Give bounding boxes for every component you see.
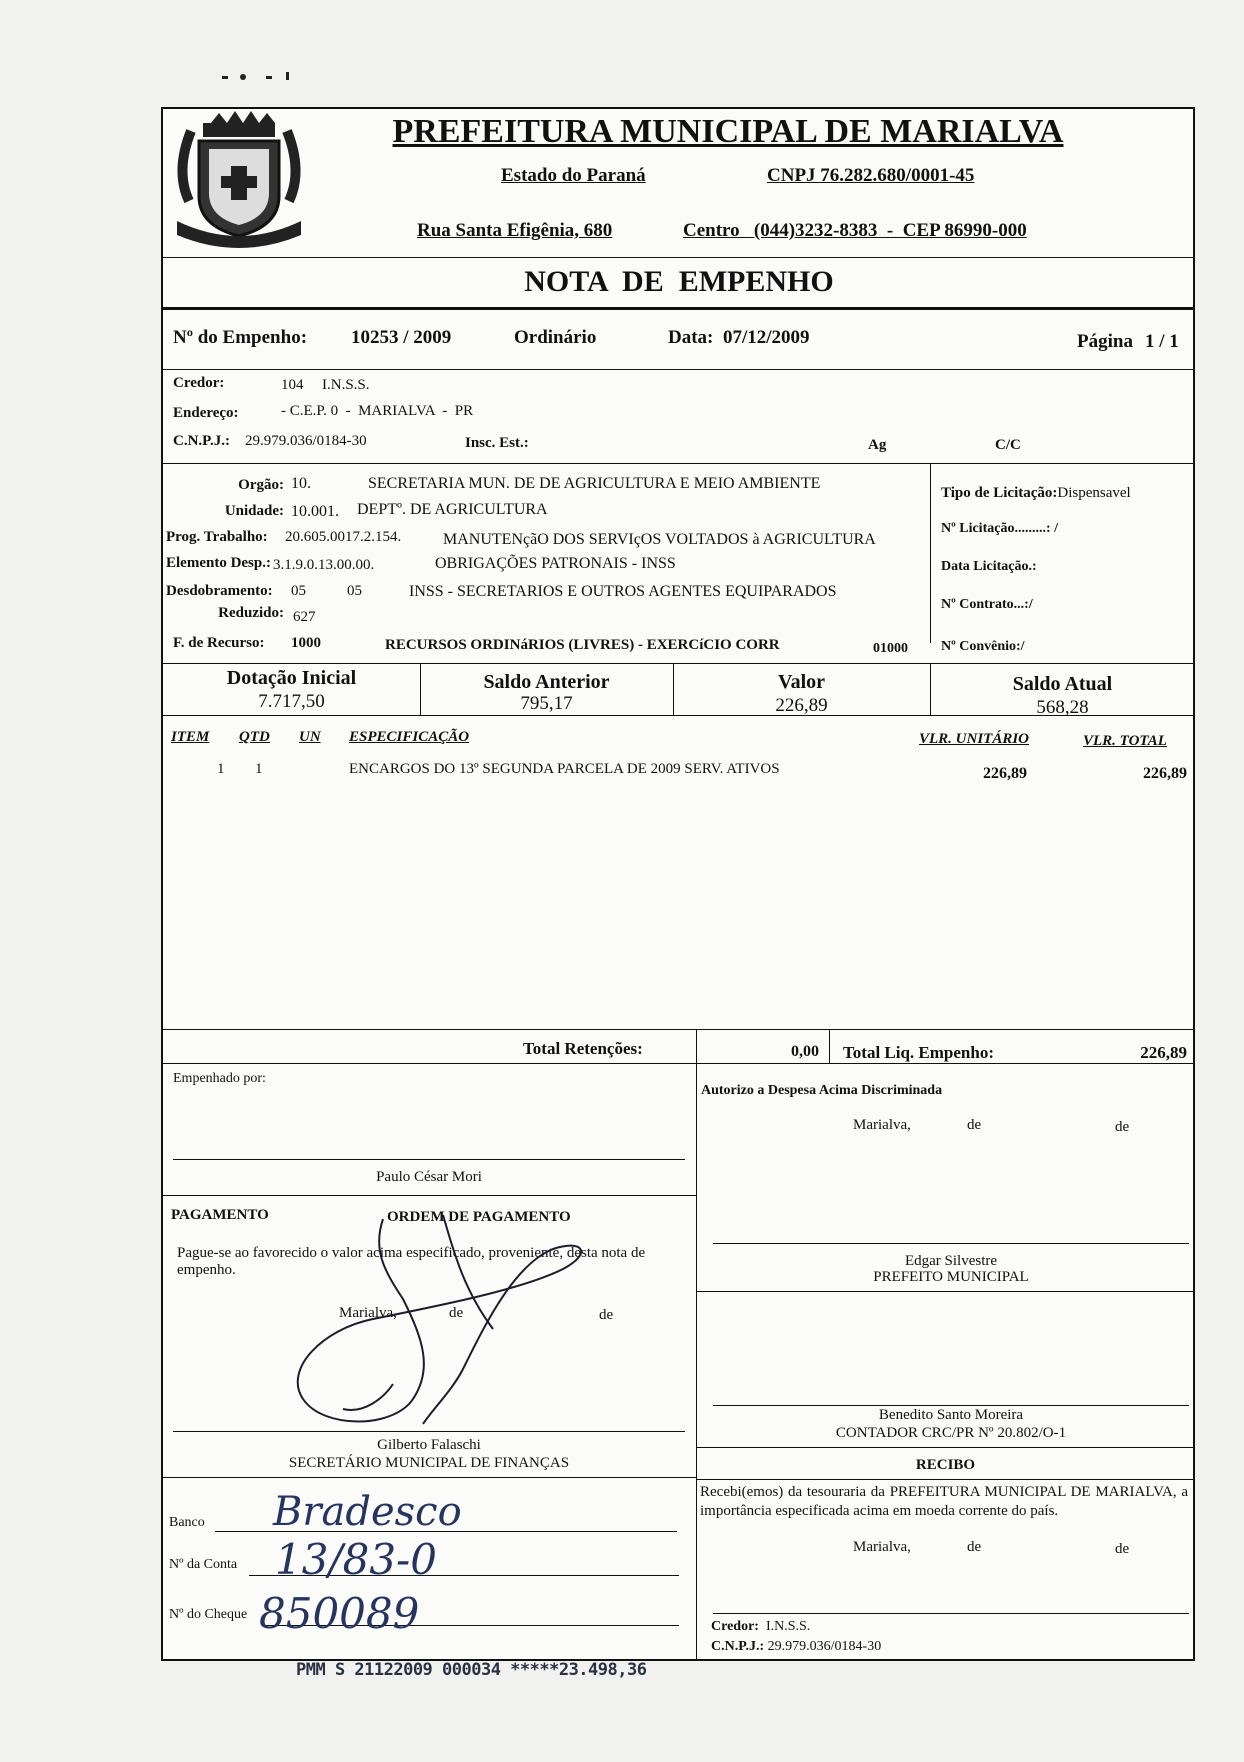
saldo-anterior-label: Saldo Anterior xyxy=(483,671,610,693)
orgao-code: 10. xyxy=(291,475,311,492)
pagamento-text: Pague-se ao favorecido o valor acima especificado, proveniente, desta nota de empenho. xyxy=(177,1245,646,1278)
cnpj-value: 29.979.036/0184-30 xyxy=(245,433,367,449)
unidade-label: Unidade: xyxy=(224,503,284,519)
desdobramento-label: Desdobramento: xyxy=(166,583,273,599)
pagamento-role: SECRETÁRIO MUNICIPAL DE FINANÇAS xyxy=(288,1455,570,1471)
coat-of-arms-icon xyxy=(169,111,309,253)
recibo-credor xyxy=(711,1619,810,1635)
dotacao-label: Dotação Inicial xyxy=(226,667,357,689)
recibo-title: RECIBO xyxy=(915,1457,976,1473)
recibo-cnpj xyxy=(711,1639,881,1655)
insc-est-label: Insc. Est.: xyxy=(465,435,529,451)
item-qtd: 1 xyxy=(255,761,263,777)
ag-label: Ag xyxy=(868,437,887,453)
valor-label: Valor xyxy=(777,671,826,693)
liq-label: Total Liq. Empenho: xyxy=(843,1043,994,1062)
banco-label: Banco xyxy=(169,1515,205,1530)
address-value: - C.E.P. 0 - MARIALVA - PR xyxy=(281,403,474,419)
item-unit-value: 226,89 xyxy=(983,765,1027,782)
pagamento-name: Gilberto Falaschi xyxy=(377,1437,481,1453)
pagamento-de-2: de xyxy=(599,1307,614,1323)
elemento-label: Elemento Desp.: xyxy=(166,555,271,571)
cheque-label: Nº do Cheque xyxy=(169,1607,248,1622)
retencoes-value: 0,00 xyxy=(791,1043,819,1060)
recurso-code: 1000 xyxy=(291,635,321,651)
autorizo-name: Edgar Silvestre xyxy=(904,1253,998,1269)
autorizo-city: Marialva, xyxy=(853,1117,911,1133)
autorizo-de-1: de xyxy=(967,1117,982,1133)
empenho-date: 07/12/2009 xyxy=(723,327,810,348)
header-district-phone-cep: Centro (044)3232-8383 - CEP 86990-000 xyxy=(683,220,1027,241)
recurso-suffix: 01000 xyxy=(873,641,908,656)
valor-value: 226,89 xyxy=(775,695,828,716)
retencoes-label: Total Retenções: xyxy=(523,1039,643,1058)
empenho-date-label: Data: xyxy=(668,327,714,348)
recibo-city: Marialva, xyxy=(853,1539,911,1555)
recibo-cnpj-label: C.N.P.J.: xyxy=(711,1639,765,1654)
recibo-cnpj-value: 29.979.036/0184-30 xyxy=(767,1639,882,1654)
orgao-desc: SECRETARIA MUN. DE DE AGRICULTURA E MEIO AMBIENTE xyxy=(368,475,821,492)
page-label: Página xyxy=(1077,331,1133,352)
elemento-code: 3.1.9.0.13.00.00. xyxy=(273,557,375,573)
recibo-credor-value: I.N.S.S. xyxy=(765,1619,811,1634)
col-header-item: ITEM xyxy=(171,729,210,745)
credor-label: Credor: xyxy=(173,375,225,391)
item-number: 1 xyxy=(217,761,225,777)
conta-handwritten: 13/83-0 xyxy=(275,1535,437,1584)
unidade-code: 10.001. xyxy=(291,503,339,520)
licitacao-tipo-label: Tipo de Licitação: xyxy=(941,485,1058,501)
col-header-unit-value: VLR. UNITÁRIO xyxy=(919,731,1030,747)
header-street: Rua Santa Efigênia, 680 xyxy=(417,220,613,241)
prog-code: 20.605.0017.2.154. xyxy=(285,529,402,545)
pagamento-de-1: de xyxy=(449,1305,464,1321)
page-value: 1 / 1 xyxy=(1145,331,1179,352)
prog-desc: MANUTENçãO DOS SERVIçOS VOLTADOS à AGRICULTURA xyxy=(443,531,876,548)
contador-name: Benedito Santo Moreira xyxy=(878,1407,1024,1423)
elemento-desc: OBRIGAÇÕES PATRONAIS - INSS xyxy=(435,555,676,572)
desdobramento-desc: INSS - SECRETARIOS E OUTROS AGENTES EQUIPARADOS xyxy=(409,583,837,600)
col-header-qtd: QTD xyxy=(239,729,270,745)
convenio: Nº Convênio:/ xyxy=(941,639,1025,654)
autorizo-role: PREFEITO MUNICIPAL xyxy=(873,1269,1029,1285)
reduzido-value: 627 xyxy=(293,609,316,625)
contador-role: CONTADOR CRC/PR Nº 20.802/O-1 xyxy=(835,1425,1067,1441)
recurso-desc: RECURSOS ORDINáRIOS (LIVRES) - EXERCíCIO CORR xyxy=(385,637,780,653)
saldo-anterior-value: 795,17 xyxy=(520,693,573,714)
recurso-label: F. de Recurso: xyxy=(173,635,265,651)
reduzido-label: Reduzido: xyxy=(218,605,284,621)
header-title: PREFEITURA MUNICIPAL DE MARIALVA xyxy=(392,113,1064,150)
header-state: Estado do Paraná xyxy=(501,165,646,186)
handwritten-signature xyxy=(283,1209,623,1459)
recibo-de-2: de xyxy=(1115,1541,1130,1557)
prog-label: Prog. Trabalho: xyxy=(166,529,268,545)
col-header-total-value: VLR. TOTAL xyxy=(1083,733,1167,749)
empenho-number: 10253 / 2009 xyxy=(351,327,452,348)
saldo-atual-value: 568,28 xyxy=(1036,697,1089,718)
item-total-value: 226,89 xyxy=(1143,765,1187,782)
item-spec: ENCARGOS DO 13º SEGUNDA PARCELA DE 2009 SERV. ATIVOS xyxy=(349,761,780,777)
col-header-spec: ESPECIFICAÇÃO xyxy=(349,729,470,745)
col-header-un: UN xyxy=(299,729,321,745)
conta-label: Nº da Conta xyxy=(169,1557,238,1572)
autorizo-de-2: de xyxy=(1115,1119,1130,1135)
recibo-de-1: de xyxy=(967,1539,982,1555)
dotacao-value: 7.717,50 xyxy=(258,691,325,712)
recibo-credor-label: Credor: xyxy=(711,1619,759,1634)
credor-name: I.N.S.S. xyxy=(322,377,370,393)
empenho-number-label: Nº do Empenho: xyxy=(173,327,308,348)
licitacao-tipo xyxy=(941,485,1131,502)
empenhado-label: Empenhado por: xyxy=(173,1071,266,1086)
table-row xyxy=(163,761,1195,785)
nota-de-empenho-form xyxy=(161,107,1195,1661)
unidade-desc: DEPTº. DE AGRICULTURA xyxy=(357,501,548,518)
empenhado-name: Paulo César Mori xyxy=(376,1169,482,1185)
desdobramento-code-2: 05 xyxy=(347,583,362,599)
ordem-pagamento-title: ORDEM DE PAGAMENTO xyxy=(387,1209,571,1225)
licitacao-tipo-value: Dispensavel xyxy=(1057,485,1131,501)
pagamento-title: PAGAMENTO xyxy=(171,1207,269,1223)
orgao-label: Orgão: xyxy=(238,477,284,493)
doc-title: NOTA DE EMPENHO xyxy=(524,265,834,298)
licitacao-data: Data Licitação.: xyxy=(941,559,1037,574)
header-cnpj: CNPJ 76.282.680/0001-45 xyxy=(767,165,975,186)
address-label: Endereço: xyxy=(173,405,239,421)
banco-handwritten: Bradesco xyxy=(273,1489,462,1535)
recibo-text: Recebi(emos) da tesouraria da PREFEITURA MUNICIPAL DE MARIALVA, a importância especificada acima em moeda corrente do país. xyxy=(700,1484,1188,1519)
desdobramento-code-1: 05 xyxy=(291,583,306,599)
cheque-handwritten: 850089 xyxy=(259,1589,420,1638)
licitacao-numero: Nº Licitação.........: / xyxy=(941,521,1058,536)
cc-label: C/C xyxy=(995,437,1021,453)
cnpj-label: C.N.P.J.: xyxy=(173,433,230,449)
saldo-atual-label: Saldo Atual xyxy=(1012,673,1113,695)
contrato: Nº Contrato...:/ xyxy=(941,597,1033,612)
empenho-type: Ordinário xyxy=(514,327,597,348)
autorizo-title: Autorizo a Despesa Acima Discriminada xyxy=(701,1083,943,1098)
credor-code: 104 xyxy=(281,377,304,393)
mechanical-stamp: PMM S 21122009 000034 *****23.498,36 xyxy=(296,1660,647,1680)
scan-mark xyxy=(222,70,292,84)
pagamento-city: Marialva, xyxy=(339,1305,397,1321)
liq-value: 226,89 xyxy=(1140,1043,1187,1062)
